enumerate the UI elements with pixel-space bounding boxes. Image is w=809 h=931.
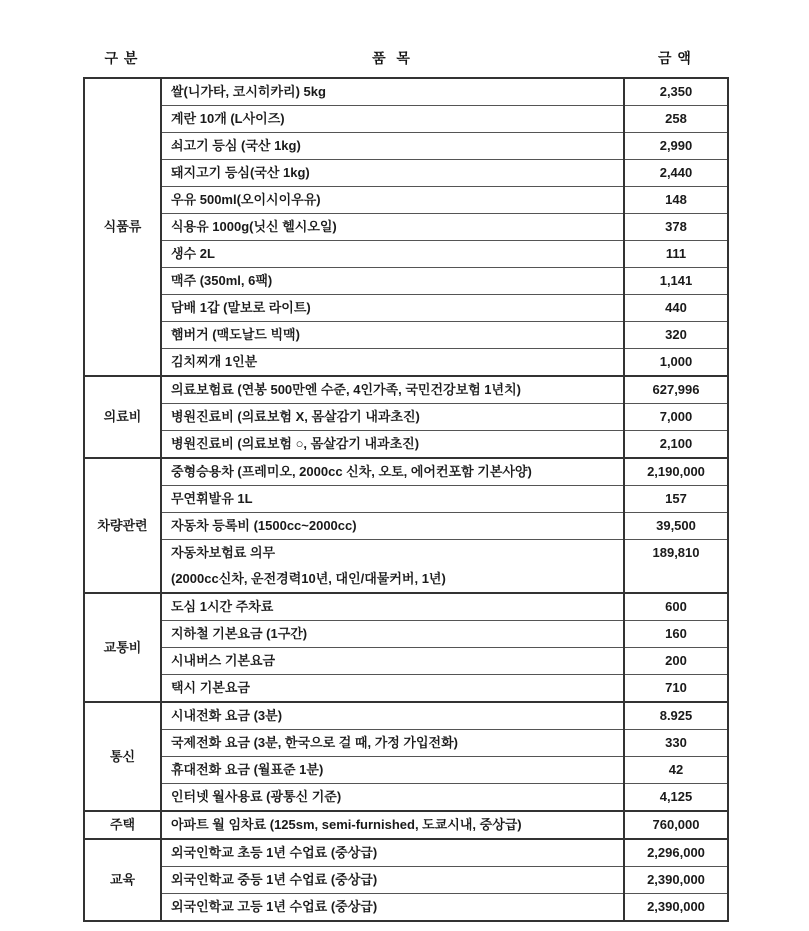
item-cell: 자동차 등록비 (1500cc~2000cc) <box>161 513 624 540</box>
item-cell: 맥주 (350ml, 6팩) <box>161 268 624 295</box>
amount-cell: 258 <box>624 106 728 133</box>
amount-cell: 189,810 <box>624 540 728 594</box>
amount-cell: 330 <box>624 730 728 757</box>
amount-cell: 440 <box>624 295 728 322</box>
table-row <box>84 376 728 404</box>
amount-cell: 160 <box>624 621 728 648</box>
table-row <box>84 187 728 214</box>
table-row <box>84 78 728 106</box>
item-cell-line2: (2000cc신차, 운전경력10년, 대인/대물커버, 1년) <box>171 571 446 586</box>
table-row <box>84 730 728 757</box>
amount-cell: 1,141 <box>624 268 728 295</box>
item-cell: 담배 1갑 (말보로 라이트) <box>161 295 624 322</box>
amount-cell: 157 <box>624 486 728 513</box>
table-row <box>84 839 728 867</box>
amount-cell: 2,990 <box>624 133 728 160</box>
table-row <box>84 295 728 322</box>
item-cell: 생수 2L <box>161 241 624 268</box>
amount-cell: 627,996 <box>624 376 728 404</box>
amount-cell: 111 <box>624 241 728 268</box>
item-cell: 돼지고기 등심(국산 1kg) <box>161 160 624 187</box>
item-cell: 인터넷 월사용료 (광통신 기준) <box>161 784 624 812</box>
amount-cell: 710 <box>624 675 728 703</box>
item-cell: 외국인학교 초등 1년 수업료 (중상급) <box>161 839 624 867</box>
price-table-container <box>83 77 727 922</box>
table-row <box>84 349 728 377</box>
table-row <box>84 214 728 241</box>
amount-cell: 1,000 <box>624 349 728 377</box>
item-cell: 우유 500ml(오이시이우유) <box>161 187 624 214</box>
amount-cell: 2,100 <box>624 431 728 459</box>
column-header-item: 품 목 <box>372 50 411 66</box>
item-cell: 중형승용차 (프레미오, 2000cc 신차, 오토, 에어컨포함 기본사양) <box>161 458 624 486</box>
item-cell: 아파트 월 임차료 (125sm, semi-furnished, 도쿄시내, 중상급) <box>161 811 624 839</box>
amount-cell: 7,000 <box>624 404 728 431</box>
table-row <box>84 431 728 459</box>
amount-cell: 600 <box>624 593 728 621</box>
item-cell: 식용유 1000g(닛신 헬시오일) <box>161 214 624 241</box>
amount-cell: 2,390,000 <box>624 894 728 922</box>
category-cell: 교통비 <box>84 593 161 702</box>
amount-cell: 148 <box>624 187 728 214</box>
item-cell: 택시 기본요금 <box>161 675 624 703</box>
item-cell: 쇠고기 등심 (국산 1kg) <box>161 133 624 160</box>
table-row <box>84 486 728 513</box>
table-row <box>84 513 728 540</box>
table-row <box>84 757 728 784</box>
item-cell: 쌀(니가타, 코시히카리) 5kg <box>161 78 624 106</box>
table-row <box>84 675 728 703</box>
column-header-category: 구 분 <box>104 50 139 66</box>
item-cell: 휴대전화 요금 (월표준 1분) <box>161 757 624 784</box>
item-cell: 병원진료비 (의료보험 X, 몸살감기 내과초진) <box>161 404 624 431</box>
table-row <box>84 867 728 894</box>
item-cell: 병원진료비 (의료보험 ○, 몸살감기 내과초진) <box>161 431 624 459</box>
item-cell: 도심 1시간 주차료 <box>161 593 624 621</box>
amount-cell: 2,350 <box>659 84 693 99</box>
amount-cell: 2,390,000 <box>624 867 728 894</box>
item-cell: 의료보험료 (연봉 500만엔 수준, 4인가족, 국민건강보험 1년치) <box>161 376 624 404</box>
table-column-headers <box>83 48 727 68</box>
amount-cell: 2,296,000 <box>624 839 728 867</box>
table-row <box>84 621 728 648</box>
table-row <box>84 894 728 922</box>
category-cell: 교육 <box>84 839 161 921</box>
table-row <box>84 458 728 486</box>
item-cell: 시내버스 기본요금 <box>161 648 624 675</box>
item-cell: 무연휘발유 1L <box>161 486 624 513</box>
category-cell: 주택 <box>84 811 161 839</box>
item-cell: 계란 10개 (L사이즈) <box>161 106 624 133</box>
price-table <box>83 77 729 922</box>
item-cell: 국제전화 요금 (3분, 한국으로 걸 때, 가정 가입전화) <box>161 730 624 757</box>
item-cell: 시내전화 요금 (3분) <box>161 702 624 730</box>
table-row <box>84 404 728 431</box>
item-cell: 외국인학교 고등 1년 수업료 (중상급) <box>161 894 624 922</box>
category-cell: 의료비 <box>84 376 161 458</box>
amount-cell: 4,125 <box>624 784 728 812</box>
category-cell: 식품류 <box>84 78 161 376</box>
amount-cell: 2,440 <box>624 160 728 187</box>
amount-cell: 42 <box>624 757 728 784</box>
table-row <box>84 268 728 295</box>
amount-cell: 8.925 <box>624 702 728 730</box>
table-row <box>84 784 728 812</box>
amount-cell: 39,500 <box>624 513 728 540</box>
category-cell: 차량관련 <box>84 458 161 593</box>
table-row <box>84 648 728 675</box>
amount-cell: 200 <box>624 648 728 675</box>
table-row <box>84 160 728 187</box>
table-row <box>84 241 728 268</box>
amount-cell: 2,190,000 <box>624 458 728 486</box>
table-row <box>84 133 728 160</box>
amount-cell: 320 <box>624 322 728 349</box>
table-row <box>84 540 728 594</box>
column-header-amount: 금 액 <box>658 50 692 66</box>
table-row <box>84 106 728 133</box>
item-cell: 지하철 기본요금 (1구간) <box>161 621 624 648</box>
item-cell: 햄버거 (맥도날드 빅맥) <box>161 322 624 349</box>
table-row <box>84 593 728 621</box>
table-row <box>84 322 728 349</box>
table-row <box>84 702 728 730</box>
amount-cell: 760,000 <box>624 811 728 839</box>
item-cell: 김치찌개 1인분 <box>161 349 624 377</box>
table-row <box>84 811 728 839</box>
item-cell: 외국인학교 중등 1년 수업료 (중상급) <box>161 867 624 894</box>
price-table-body <box>84 78 728 921</box>
amount-cell: 378 <box>624 214 728 241</box>
category-cell: 통신 <box>84 702 161 811</box>
item-cell: 자동차보험료 의무 (2000cc신차, 운전경력10년, 대인/대물커버, 1년) <box>161 540 624 594</box>
